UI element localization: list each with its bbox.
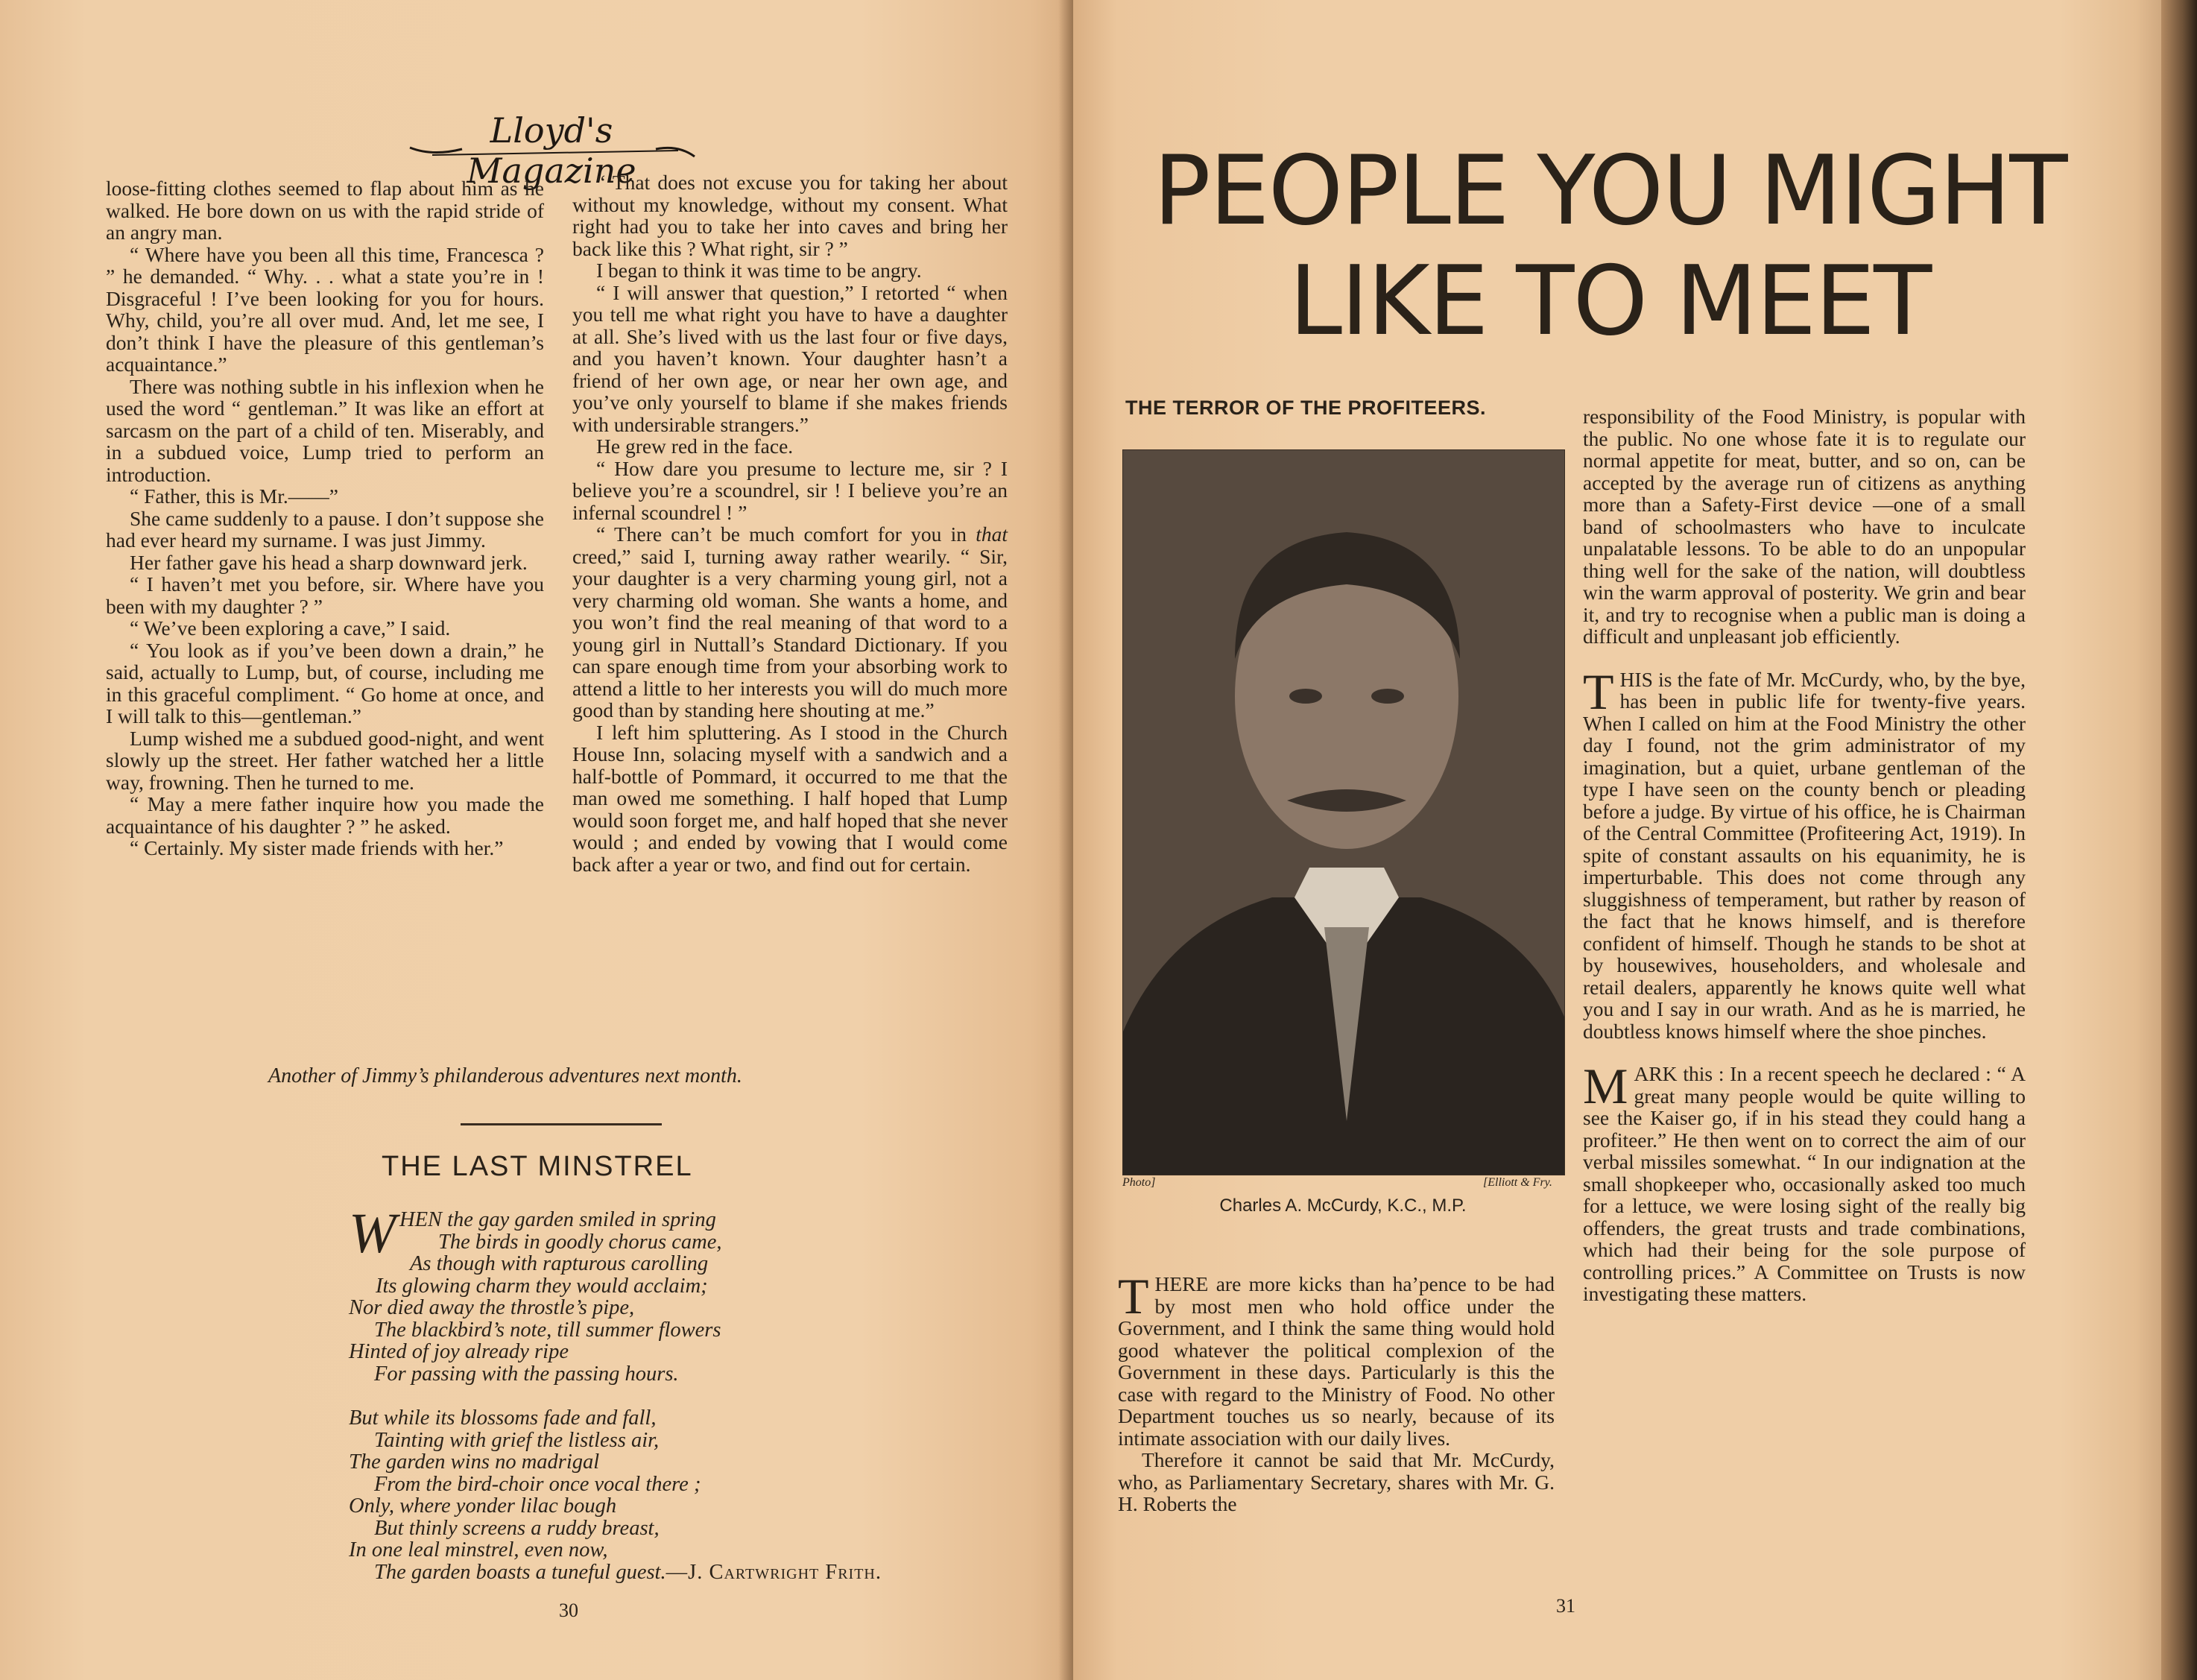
poem-line: But thinly screens a ruddy breast,: [374, 1516, 660, 1540]
poem-line: As though with rapturous carolling: [410, 1252, 709, 1275]
story-column-2: [572, 171, 1008, 875]
poem-line: In one leal minstrel, even now,: [349, 1538, 608, 1561]
book-edge: [2161, 0, 2197, 1680]
left-page: [0, 0, 1073, 1680]
paragraph: “ May a mere father inquire how you made the acquaintance of his daughter ? ” he asked.: [106, 792, 544, 838]
paragraph: [572, 523, 1008, 721]
article-headline-line1: PEOPLE YOU MIGHT: [1153, 136, 2067, 247]
text-run: creed,” said I, turning away rather wearily. “ Sir, your daughter is a very charming young girl, not a very charming old woman. She wants a home, and you won’t find the real meaning of that word to a young girl in Nuttall’s Standard Dictionary. If you can spare enough time from your absorbing work to attend a little to her interests you will do much more good than by standing here shouting at me.”: [572, 544, 1008, 721]
paragraph: [1583, 663, 2026, 1043]
dropcap: T: [1118, 1268, 1149, 1324]
dropcap: T: [1583, 663, 1614, 720]
story-column-1: [106, 177, 544, 859]
poem-dropcap: W: [349, 1202, 396, 1265]
article-headline-line2: LIKE TO MEET: [1289, 246, 1931, 357]
paragraph: I left him spluttering. As I stood in the Church House Inn, solacing myself with a sandwich and a half-bottle of Pommard, it occurred to me that the man owed me something. I half hoped that Lump would soon forget me, and half hoped that she never would ; and ended by vowing that I would come back after a year or two, and find out for certain.: [572, 720, 1008, 876]
paragraph: [1583, 1058, 2026, 1305]
poem-line: The birds in goodly chorus came,: [438, 1230, 722, 1254]
paragraph: “ Father, this is Mr.——”: [130, 484, 338, 508]
poem-line: HEN the gay garden smiled in spring: [399, 1208, 716, 1231]
poem-line: Hinted of joy already ripe: [349, 1340, 569, 1363]
paragraph: “ I will answer that question,” I retorted “ when you tell me what right you have to have a daughter at all. She’s lived with us the last four or five days, and you haven’t known. Your daughter hasn’t a friend of her own age, or near her own age, and you’ve only yourself to blame if she makes friends with undersirable strangers.”: [572, 280, 1008, 436]
text-run: HERE are more kicks than ha’pence to be had by most men who hold office under the Government, and I think the same thing would hold good whatever the political complexion of the Government in these days. Particularly is this the case with regard to the Ministry of Food. No other Department touches us so nearly, because of its intimate association with our daily lives.: [1118, 1272, 1555, 1450]
paragraph: loose-fitting clothes seemed to flap about him as he walked. He bore down on us with the rapid stride of an angry man.: [106, 177, 544, 244]
paragraph: Lump wished me a subdued good-night, and went slowly up the street. Her father watched her a little way, frowning. Then he turned to me.: [106, 726, 544, 794]
poem-line: From the bird-choir once vocal there ;: [374, 1472, 701, 1496]
paragraph: [1118, 1268, 1555, 1450]
paragraph: She came suddenly to a pause. I don’t suppose she had ever heard my surname. I was just Jimmy.: [106, 506, 544, 552]
photo-credit-right: [Elliott & Fry.: [1483, 1176, 1552, 1189]
divider-rule: [461, 1123, 662, 1125]
photo-credit-left: Photo]: [1122, 1176, 1156, 1189]
paragraph: “ How dare you presume to lecture me, sir ? I believe you’re a scoundrel, sir ! I believe you’re an infernal scoundrel ! ”: [572, 456, 1008, 524]
poem-line: The garden wins no madrigal: [349, 1450, 600, 1474]
poem-line: For passing with the passing hours.: [374, 1362, 679, 1386]
text-run: “ There can’t be much comfort for you in: [596, 522, 976, 546]
poem-line: Its glowing charm they would acclaim;: [376, 1274, 708, 1298]
page-number: 31: [1556, 1595, 1575, 1617]
dropcap: M: [1583, 1058, 1628, 1114]
portrait-photo: [1122, 449, 1565, 1175]
paragraph: Therefore it cannot be said that Mr. McCurdy, who, as Parliamentary Secretary, shares with Mr. G. H. Roberts the: [1118, 1448, 1555, 1515]
magazine-masthead: [402, 104, 701, 191]
paragraph: responsibility of the Food Ministry, is popular with the public. No one whose fate it is to regulate our normal appetite for meat, butter, and so on, can be accepted by the average run of citizens as anything more than a Safety-First device —one of a small band of schoolmasters who have to inculcate unpalatable lessons. To be able to do an unpopular thing well for the sake of the nation, will doubtless win the warm approval of posterity. We grin and bear it, and try to recognise when a public man is doing a difficult and unpleasant job efficiently.: [1583, 405, 2026, 648]
masthead-title: Lloyd's Magazine: [467, 110, 636, 191]
poem-line: But while its blossoms fade and fall,: [349, 1406, 657, 1430]
article-column-2: [1583, 405, 2026, 1305]
paragraph: “ Certainly. My sister made friends with her.”: [130, 836, 504, 859]
emphasis: that: [976, 522, 1008, 546]
page-number: 30: [559, 1600, 578, 1621]
text-run: HIS is the fate of Mr. McCurdy, who, by the bye, has been in public life for twenty-five years. When I called on him at the Food Ministry the other day I found, not the grim administrator of my imagination, but a quiet, urbane gentleman of the type I have seen on the county bench or pleading before a judge. By virtue of his office, he is Chairman of the Central Committee (Profiteering Act, 1919). In spite of constant assaults on his equanimity, he is imperturbable. This does not come through any sluggishness of temperament, but rather by reason of the fact that he knows himself, and is therefore confident of himself. Though he stands to be shot at by housewives, householders, and wholesale and retail dealers, apparently he knows quite well what you and I say in our wrath. And as he is married, he doubtless knows himself where the shoe pinches.: [1583, 667, 2026, 1043]
poem-line: Tainting with grief the listless air,: [374, 1428, 660, 1452]
article-column-1: [1118, 1268, 1555, 1515]
paragraph: “ That does not excuse you for taking her about without my knowledge, without my consent. What right had you to take her into caves and bring her back like this ? What right, sir ? ”: [572, 171, 1008, 260]
poem-line: The blackbird’s note, till summer flowers: [374, 1318, 721, 1342]
poem: [349, 1202, 1020, 1584]
paragraph: “ I haven’t met you before, sir. Where have you been with my daughter ? ”: [106, 572, 544, 618]
poem-last-line: [349, 1561, 1020, 1584]
paragraph: “ We’ve been exploring a cave,” I said.: [130, 616, 451, 640]
next-month-note: Another of Jimmy’s philanderous adventures next month.: [268, 1064, 742, 1087]
portrait-figure-icon: [1123, 450, 1564, 1175]
article-subhead: THE TERROR OF THE PROFITEERS.: [1125, 397, 1487, 419]
poem-author: —J. Cartwright Frith.: [666, 1560, 882, 1584]
poem-line: Only, where yonder lilac bough: [349, 1494, 617, 1518]
paragraph: “ Where have you been all this time, Francesca ? ” he demanded. “ Why. . . what a state you’re in ! Disgraceful ! I’ve been looking for you for hours. Why, child, you’re all over mud. And, let me see, I don’t think I have the pleasure of this gentleman’s acquaintance.”: [106, 242, 544, 376]
paragraph: He grew red in the face.: [596, 435, 794, 458]
poem-title: THE LAST MINSTREL: [382, 1151, 693, 1182]
paragraph: “ You look as if you’ve been down a drain,” he said, actually to Lump, but, of course, including me in this graceful compliment. “ Go home at once, and I will talk to this—gentleman.”: [106, 638, 544, 727]
photo-caption: Charles A. McCurdy, K.C., M.P.: [1219, 1196, 1467, 1216]
poem-line: Nor died away the throstle’s pipe,: [349, 1296, 635, 1319]
poem-line: The garden boasts a tuneful guest.: [374, 1560, 666, 1584]
paragraph: There was nothing subtle in his inflexion when he used the word “ gentleman.” It was like an effort at sarcasm on the part of a child of ten. Miserably, and in a subdued voice, Lump tried to perform an introduction.: [106, 374, 544, 486]
paragraph: I began to think it was time to be angry.: [596, 259, 922, 282]
paragraph: Her father gave his head a sharp downward jerk.: [130, 550, 528, 574]
text-run: ARK this : In a recent speech he declared : “ A great many people would be quite willing to see the Kaiser go, if in his stead they could hang a profiteer.” He then went on to correct the aim of our verbal missiles somewhat. “ In our indignation at the small shopkeeper who, occasionally asked too much for a lettuce, we were losing sight of the really big offenders, the great trusts and trade combinations, which had their being for the sole purpose of controlling prices.” A Committee on Trusts is now investigating these matters.: [1583, 1062, 2026, 1305]
